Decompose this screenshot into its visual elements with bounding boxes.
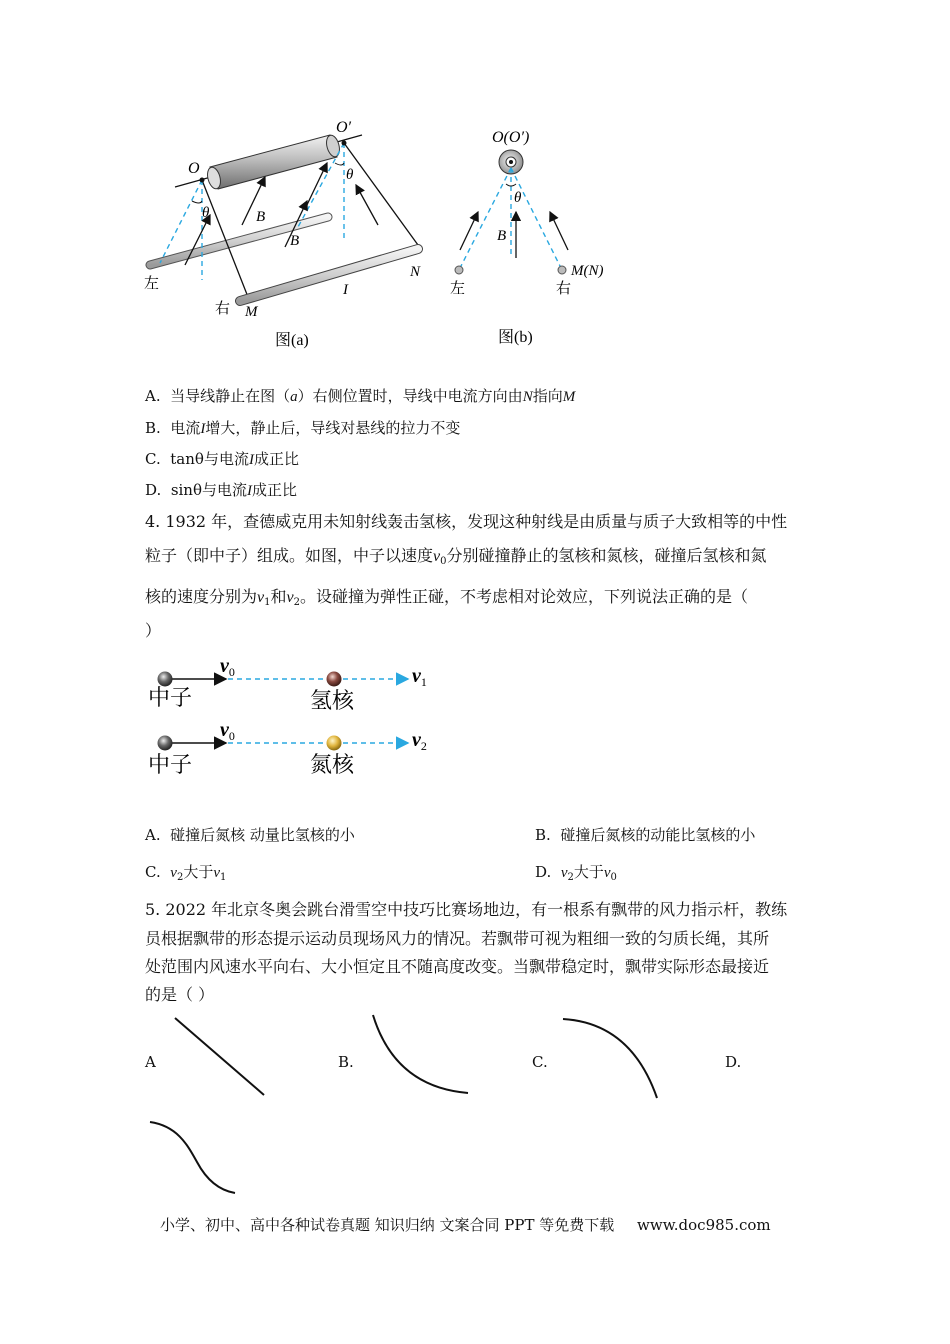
q4-line2 xyxy=(145,545,767,573)
q3-b-var-I: I xyxy=(200,421,206,437)
v0-label-1: $v_0$ xyxy=(220,655,235,679)
v0-label-2: $v_0$ xyxy=(220,719,235,743)
q5-line4: 的是（ ） xyxy=(145,985,215,1004)
ribbon-shape-c xyxy=(563,1019,657,1098)
q4-option-b[interactable] xyxy=(535,825,755,845)
q3-c-text2: 成正比 xyxy=(253,450,299,468)
q4-line2-b: 分别碰撞静止的氢核和氮核，碰撞后氢核和氮 xyxy=(446,546,767,565)
label-right-a: 右 xyxy=(215,299,231,317)
option-letter: B. xyxy=(145,419,161,437)
label-B-a1: B xyxy=(256,209,266,225)
q4-d-sub0: 0 xyxy=(610,872,617,883)
q4-var-v2: v xyxy=(286,589,294,606)
q4-c-v1: v xyxy=(213,865,220,881)
ribbon-shape-b xyxy=(373,1015,468,1093)
q3-d-text1: 与电流 xyxy=(202,481,248,499)
q5-line1: 5. 2022 年北京冬奥会跳台滑雪空中技巧比赛场地边，有一根系有飘带的风力指示杆，教练 xyxy=(145,900,788,919)
q3-a-text1: 当导线静止在图（ xyxy=(170,387,291,405)
caption-b: 图(b) xyxy=(498,329,533,346)
q3-d-text2: 成正比 xyxy=(252,481,298,499)
label-I: I xyxy=(343,282,348,298)
option-letter: B. xyxy=(535,826,551,844)
q4-d-v0: v xyxy=(603,865,611,881)
q3-b-text2: 增大，静止后，导线对悬线的拉力不变 xyxy=(205,419,461,437)
q4-line3-b: 和 xyxy=(270,587,287,606)
q3-option-d[interactable] xyxy=(145,480,297,501)
option-letter: D. xyxy=(535,863,552,881)
q4-sub0: 0 xyxy=(440,556,447,567)
label-O-O-prime: O(O′) xyxy=(492,129,530,146)
label-O: O xyxy=(188,160,200,177)
q3-c-func: tanθ xyxy=(170,450,204,468)
neutron-ball-2 xyxy=(158,736,173,751)
q4-d-mid: 大于 xyxy=(573,863,604,881)
v1-label: $v_1$ xyxy=(412,665,427,689)
q4-a-text: 碰撞后氮核 动量比氢核的小 xyxy=(170,826,355,844)
q3-d-var-I: I xyxy=(247,483,253,499)
q4-option-d[interactable] xyxy=(535,862,617,888)
q4-sub2: 2 xyxy=(293,597,300,608)
ribbon-shape-a xyxy=(175,1018,264,1095)
q3-option-b[interactable] xyxy=(145,418,460,439)
q5-line3: 处范围内风速水平向右、大小恒定且不随高度改变。当飘带稳定时，飘带实际形态最接近 xyxy=(145,957,770,976)
figure-a xyxy=(130,105,440,355)
option-letter: A. xyxy=(145,387,161,405)
q3-a-var-a: a xyxy=(290,389,298,405)
ribbon-shape-d xyxy=(150,1122,235,1193)
q4-line2-a: 粒子（即中子）组成。如图，中子以速度 xyxy=(145,546,434,565)
q4-option-a[interactable] xyxy=(145,825,355,845)
label-theta-b: θ xyxy=(514,190,522,206)
option-letter: C. xyxy=(145,863,161,881)
q3-a-var-N: N xyxy=(522,389,533,405)
q4-d-v2: v xyxy=(560,865,568,881)
option-letter: A. xyxy=(145,826,161,844)
q4-c-mid: 大于 xyxy=(183,863,214,881)
label-B-a2: B xyxy=(290,233,300,249)
hydrogen-ball xyxy=(327,672,342,687)
q4-line3 xyxy=(145,586,748,614)
label-theta-a2: θ xyxy=(346,167,354,183)
nitrogen-label: 氮核 xyxy=(310,753,355,778)
q5-option-a[interactable]: A xyxy=(145,1053,156,1071)
neutron-label-2: 中子 xyxy=(148,753,193,778)
q3-d-func: sinθ xyxy=(170,481,202,499)
footer-text: 小学、初中、高中各种试卷真题 知识归纳 文案合同 PPT 等免费下载 xyxy=(160,1216,615,1234)
footer-url[interactable]: www.doc985.com xyxy=(637,1216,771,1234)
label-O-prime: O′ xyxy=(336,119,352,136)
q5-option-d[interactable]: D. xyxy=(725,1053,742,1071)
hydrogen-label: 氢核 xyxy=(310,689,355,714)
q5-line2: 员根据飘带的形态提示运动员现场风力的情况。若飘带可视为粗细一致的匀质长绳，其所 xyxy=(145,929,770,948)
nitrogen-ball xyxy=(327,736,342,751)
label-MN: M(N) xyxy=(571,263,604,279)
q4-var-v0: v xyxy=(433,548,441,565)
q4-d-sub2: 2 xyxy=(567,872,574,883)
label-left-a: 左 xyxy=(144,274,160,292)
option-letter: D. xyxy=(145,481,162,499)
label-B-b: B xyxy=(497,228,507,244)
q5-option-c[interactable]: C. xyxy=(532,1053,548,1071)
q3-a-text3: 指向 xyxy=(532,387,563,405)
q3-a-text2: ）右侧位置时，导线中电流方向由 xyxy=(297,387,523,405)
q4-var-v1: v xyxy=(257,589,265,606)
footer xyxy=(160,1214,771,1235)
q4-line3-c: 。设碰撞为弹性正碰，不考虑相对论效应，下列说法正确的是（ xyxy=(300,587,749,606)
q3-c-var-I: I xyxy=(248,452,254,468)
q3-c-text1: 与电流 xyxy=(203,450,249,468)
neutron-label-1: 中子 xyxy=(148,686,193,711)
label-right-b: 右 xyxy=(556,279,572,297)
v2-label: $v_2$ xyxy=(412,729,427,753)
q4-c-v2: v xyxy=(170,865,177,881)
q4-option-c[interactable] xyxy=(145,862,226,888)
label-M: M xyxy=(245,304,258,320)
q4-line4: ） xyxy=(145,621,162,640)
q4-c-sub1: 1 xyxy=(220,872,227,883)
q5-option-b[interactable]: B. xyxy=(338,1053,354,1071)
label-N: N xyxy=(410,264,421,280)
q4-line3-a: 核的速度分别为 xyxy=(145,587,258,606)
q4-sub1: 1 xyxy=(264,597,271,608)
q3-option-c[interactable] xyxy=(145,449,299,470)
ribbon-shapes xyxy=(0,1000,950,1200)
neutron-ball-1 xyxy=(158,672,173,687)
q3-a-var-M: M xyxy=(562,389,576,405)
caption-a: 图(a) xyxy=(275,332,309,349)
label-left-b: 左 xyxy=(450,279,466,297)
collision-diagram xyxy=(140,650,450,780)
label-theta-a1: θ xyxy=(202,205,210,221)
q3-b-text1: 电流 xyxy=(170,419,201,437)
option-letter: C. xyxy=(145,450,161,468)
q4-b-text: 碰撞后氮核的动能比氢核的小 xyxy=(560,826,756,844)
figure-b xyxy=(440,120,620,355)
q4-line1: 4. 1932 年，查德威克用未知射线轰击氢核，发现这种射线是由质量与质子大致相等的中性 xyxy=(145,512,788,531)
q3-option-a[interactable] xyxy=(145,386,575,407)
q4-c-sub2: 2 xyxy=(176,872,184,883)
